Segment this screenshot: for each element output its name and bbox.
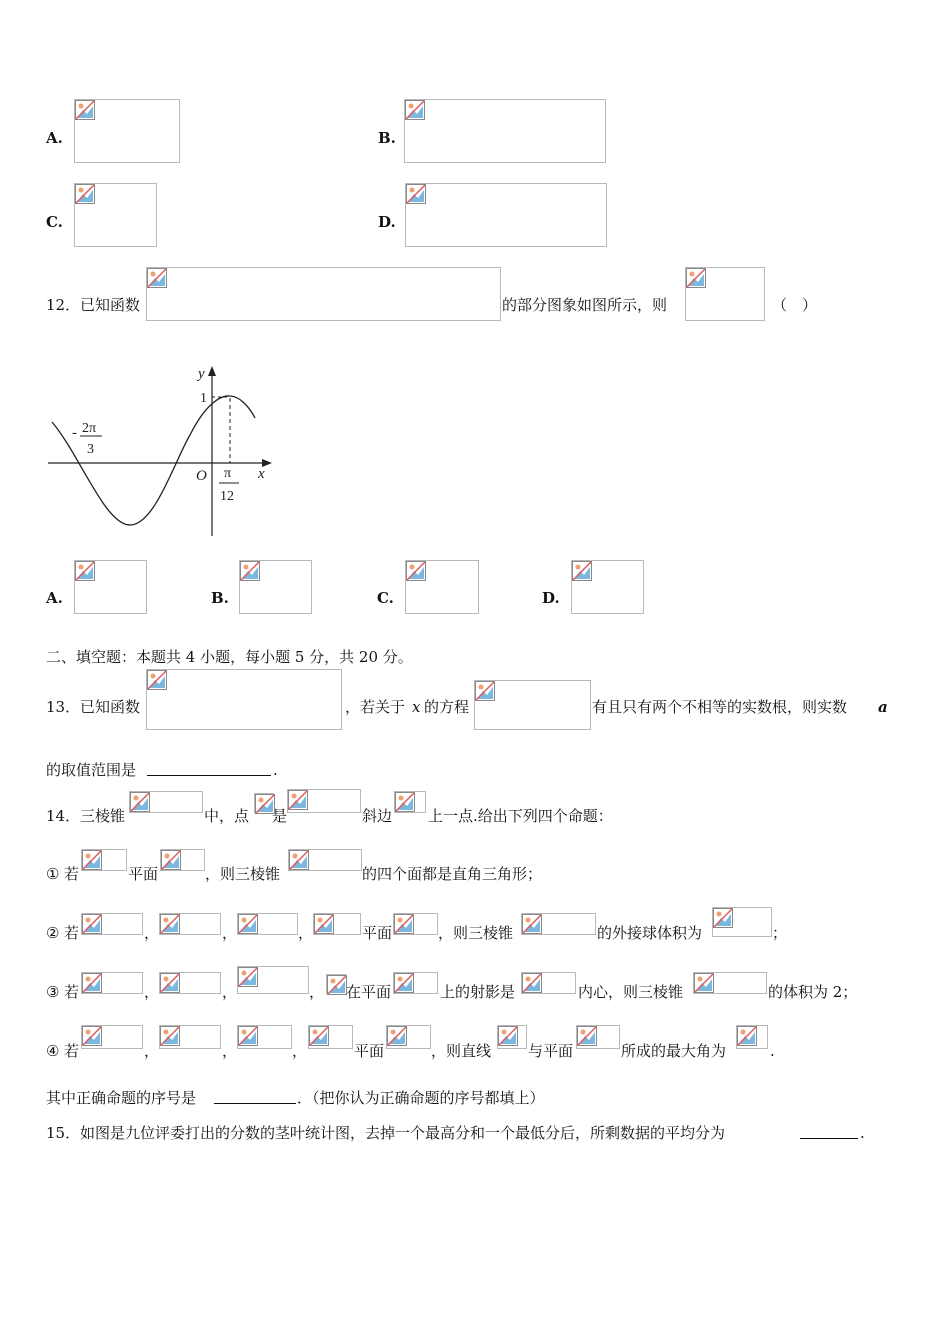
p4-formula-1 bbox=[81, 1025, 143, 1049]
q14-tail-1: 其中正确命题的序号是 bbox=[46, 1089, 197, 1107]
broken-image-icon bbox=[406, 561, 426, 581]
option-d-label: D. bbox=[378, 213, 396, 231]
p3-comma-1: ， bbox=[144, 983, 160, 1001]
p4-formula-8 bbox=[736, 1025, 768, 1049]
q15-end: . bbox=[860, 1124, 865, 1142]
pos-label-num: π bbox=[224, 466, 232, 481]
p4-text-d: 与平面 bbox=[528, 1042, 574, 1060]
q13-text-2: ，若关于 bbox=[345, 698, 406, 716]
broken-image-icon bbox=[130, 792, 150, 812]
q13-number: 13． bbox=[46, 698, 81, 716]
option-b-label: B. bbox=[378, 129, 396, 147]
broken-image-icon bbox=[240, 561, 260, 581]
broken-image-icon bbox=[161, 850, 181, 870]
q13-equation-formula bbox=[474, 680, 591, 730]
broken-image-icon bbox=[713, 908, 733, 928]
broken-image-icon bbox=[82, 973, 102, 993]
p2-text-b: 平面 bbox=[362, 924, 393, 942]
broken-image-icon bbox=[160, 914, 180, 934]
broken-image-icon bbox=[309, 1026, 329, 1046]
broken-image-icon bbox=[387, 1026, 407, 1046]
broken-image-icon bbox=[82, 1026, 102, 1046]
p3-formula-1 bbox=[81, 972, 143, 994]
p3-comma-3: ， bbox=[309, 983, 325, 1001]
p4-text-b: 平面 bbox=[354, 1042, 385, 1060]
q12-sine-graph bbox=[40, 360, 280, 540]
p4-text-e: 所成的最大角为 bbox=[621, 1042, 727, 1060]
q13-text-3: 的方程 bbox=[424, 698, 470, 716]
broken-image-icon bbox=[694, 973, 714, 993]
q15-answer-blank[interactable] bbox=[800, 1124, 858, 1139]
q12-function-formula bbox=[146, 267, 501, 321]
p4-mark: ④ bbox=[46, 1042, 60, 1060]
broken-image-icon bbox=[160, 1026, 180, 1046]
p2-comma-3: ， bbox=[298, 924, 314, 942]
p4-text-f: . bbox=[770, 1042, 775, 1060]
x-label: x bbox=[258, 466, 265, 482]
broken-image-icon bbox=[406, 184, 426, 204]
p2-mark: ② bbox=[46, 924, 60, 942]
q13-text-1: 已知函数 bbox=[80, 698, 141, 716]
p4-formula-2 bbox=[159, 1025, 221, 1049]
q12-text-1: 已知函数 bbox=[80, 296, 141, 314]
p4-formula-3 bbox=[237, 1025, 292, 1049]
broken-image-icon bbox=[238, 967, 258, 987]
broken-image-icon bbox=[238, 914, 258, 934]
q14-text-1: 三棱锥 bbox=[80, 807, 126, 825]
p3-formula-3 bbox=[237, 966, 309, 994]
q13-function-formula bbox=[146, 669, 342, 730]
q12-option-d-label: D. bbox=[542, 589, 560, 607]
p4-comma-3: ， bbox=[292, 1042, 308, 1060]
q12-option-c-image bbox=[405, 560, 479, 614]
option-c-image bbox=[74, 183, 157, 247]
p2-text-c: ，则三棱锥 bbox=[438, 924, 514, 942]
q13-var-x: x bbox=[412, 698, 421, 716]
p3-text-a: 若 bbox=[64, 983, 80, 1001]
p3-text-c: 上的射影是 bbox=[440, 983, 516, 1001]
broken-image-icon bbox=[82, 914, 102, 934]
sine-curve bbox=[52, 396, 255, 525]
q14-number: 14． bbox=[46, 807, 81, 825]
q14-tail-2: ．（把你认为正确命题的序号都填上） bbox=[297, 1089, 545, 1107]
broken-image-icon bbox=[75, 561, 95, 581]
p3-text-e: 的体积为 2； bbox=[768, 983, 858, 1001]
p4-formula-4 bbox=[308, 1025, 353, 1049]
p2-text-d: 的外接球体积为 bbox=[597, 924, 703, 942]
broken-image-icon bbox=[75, 184, 95, 204]
broken-image-icon bbox=[394, 973, 414, 993]
p1-text-d: 的四个面都是直角三角形； bbox=[362, 865, 543, 883]
neg-sign: - bbox=[72, 425, 77, 441]
p1-formula-1 bbox=[81, 849, 127, 871]
broken-image-icon bbox=[394, 914, 414, 934]
p2-text-a: 若 bbox=[64, 924, 80, 942]
p2-formula-2 bbox=[159, 913, 221, 935]
p2-formula-6 bbox=[521, 913, 596, 935]
broken-image-icon bbox=[522, 914, 542, 934]
broken-image-icon bbox=[577, 1026, 597, 1046]
p4-formula-6 bbox=[497, 1025, 527, 1049]
neg-label-den: 3 bbox=[87, 442, 94, 457]
q13-answer-blank[interactable] bbox=[147, 761, 271, 776]
p2-comma-1: ， bbox=[144, 924, 160, 942]
p4-comma-2: ， bbox=[222, 1042, 238, 1060]
q14-text-2: 中，点 bbox=[204, 807, 250, 825]
section-title: 二、填空题：本题共 4 小题，每小题 5 分，共 20 分。 bbox=[46, 648, 413, 666]
q12-option-b-image bbox=[239, 560, 312, 614]
p3-formula-6 bbox=[521, 972, 576, 994]
q15-number: 15． bbox=[46, 1124, 81, 1142]
q13-var-a: a bbox=[878, 698, 888, 716]
one-label: 1 bbox=[200, 391, 207, 406]
broken-image-icon bbox=[147, 268, 167, 288]
q12-option-d-image bbox=[571, 560, 644, 614]
broken-image-icon bbox=[82, 850, 102, 870]
broken-image-icon bbox=[314, 914, 334, 934]
p2-comma-2: ， bbox=[222, 924, 238, 942]
q14-formula-3 bbox=[287, 789, 361, 813]
p3-formula-4 bbox=[326, 974, 346, 994]
broken-image-icon bbox=[522, 973, 542, 993]
p2-text-e: ； bbox=[772, 924, 788, 942]
q12-option-a-label: A. bbox=[46, 589, 63, 607]
p2-formula-3 bbox=[237, 913, 298, 935]
broken-image-icon bbox=[686, 268, 706, 288]
p4-text-c: ，则直线 bbox=[431, 1042, 492, 1060]
y-label: y bbox=[198, 366, 205, 382]
p2-formula-1 bbox=[81, 913, 143, 935]
broken-image-icon bbox=[160, 973, 180, 993]
y-axis-arrow bbox=[208, 366, 216, 376]
p1-mark: ① bbox=[46, 865, 60, 883]
pos-label-den: 12 bbox=[220, 489, 234, 504]
origin-label: O bbox=[196, 468, 207, 484]
p3-formula-2 bbox=[159, 972, 221, 994]
p3-formula-5 bbox=[393, 972, 438, 994]
q12-option-c-label: C. bbox=[377, 589, 394, 607]
q14-text-4: 斜边 bbox=[362, 807, 393, 825]
broken-image-icon bbox=[475, 681, 495, 701]
option-d-image bbox=[405, 183, 607, 247]
p1-formula-3 bbox=[288, 849, 362, 871]
p4-formula-5 bbox=[386, 1025, 431, 1049]
q12-option-a-image bbox=[74, 560, 147, 614]
p1-text-b: 平面 bbox=[128, 865, 159, 883]
q15-text: 如图是九位评委打出的分数的茎叶统计图，去掉一个最高分和一个最低分后，所剩数据的平均分为 bbox=[80, 1124, 726, 1142]
p1-text-a: 若 bbox=[64, 865, 80, 883]
p2-formula-5 bbox=[393, 913, 438, 935]
broken-image-icon bbox=[395, 792, 415, 812]
q14-formula-1 bbox=[129, 791, 203, 813]
q13-end: . bbox=[273, 761, 278, 779]
q14-text-3: 是 bbox=[272, 807, 288, 825]
broken-image-icon bbox=[75, 100, 95, 120]
q14-text-5: 上一点.给出下列四个命题： bbox=[428, 807, 613, 825]
p3-text-b: 在平面 bbox=[346, 983, 392, 1001]
q12-ask-formula bbox=[685, 267, 765, 321]
neg-label-num: 2π bbox=[82, 421, 97, 436]
p2-formula-7 bbox=[712, 907, 772, 937]
p3-comma-2: ， bbox=[222, 983, 238, 1001]
broken-image-icon bbox=[238, 1026, 258, 1046]
q12-text-2: 的部分图象如图所示，则 bbox=[502, 296, 668, 314]
q12-paren: （ ） bbox=[772, 296, 818, 314]
p2-formula-4 bbox=[313, 913, 361, 935]
q13-text-5: 的取值范围是 bbox=[46, 761, 137, 779]
option-a-label: A. bbox=[46, 129, 63, 147]
option-a-image bbox=[74, 99, 180, 163]
broken-image-icon bbox=[288, 790, 308, 810]
q12-option-b-label: B. bbox=[211, 589, 229, 607]
broken-image-icon bbox=[289, 850, 309, 870]
broken-image-icon bbox=[147, 670, 167, 690]
q14-answer-blank[interactable] bbox=[214, 1089, 296, 1104]
broken-image-icon bbox=[572, 561, 592, 581]
q12-number: 12． bbox=[46, 296, 81, 314]
broken-image-icon bbox=[498, 1026, 518, 1046]
q13-text-4: 有且只有两个不相等的实数根，则实数 bbox=[592, 698, 848, 716]
p3-text-d: 内心，则三棱锥 bbox=[578, 983, 684, 1001]
option-c-label: C. bbox=[46, 213, 63, 231]
p1-text-c: ，则三棱锥 bbox=[205, 865, 281, 883]
p3-formula-7 bbox=[693, 972, 767, 994]
option-b-image bbox=[404, 99, 606, 163]
broken-image-icon bbox=[327, 975, 347, 995]
p1-formula-2 bbox=[160, 849, 205, 871]
q14-formula-4 bbox=[394, 791, 426, 813]
p3-mark: ③ bbox=[46, 983, 60, 1001]
broken-image-icon bbox=[737, 1026, 757, 1046]
p4-formula-7 bbox=[576, 1025, 620, 1049]
q14-formula-2 bbox=[254, 793, 274, 813]
p4-text-a: 若 bbox=[64, 1042, 80, 1060]
p4-comma-1: ， bbox=[144, 1042, 160, 1060]
broken-image-icon bbox=[405, 100, 425, 120]
